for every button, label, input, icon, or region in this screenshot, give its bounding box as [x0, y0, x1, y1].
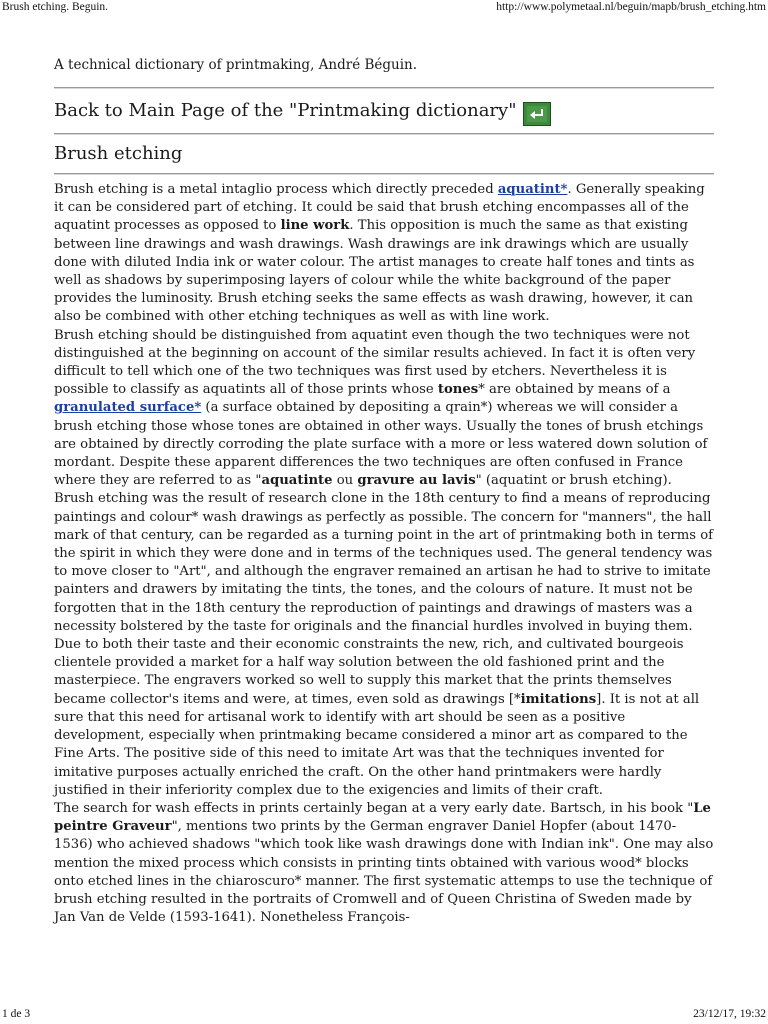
divider [54, 133, 714, 135]
aquatint-link[interactable]: aquatint* [497, 182, 568, 197]
print-datetime: 23/12/17, 19:32 [693, 1008, 766, 1020]
text-run: Brush etching is a metal intaglio process which directly preceded [54, 182, 498, 197]
bold-term: gravure au lavis [357, 473, 476, 489]
paragraph-2 [54, 327, 714, 491]
paragraph-4 [54, 800, 714, 927]
bold-term: aquatinte [261, 473, 333, 489]
text-run: . Generally speaking it can be considered part of etching. It could be said that brush etching encompasses all of the aquatint processes as opposed to [54, 182, 705, 234]
bold-term: tones [437, 382, 479, 398]
text-run: ]. It is not at all sure that this need for artisanal work to identify with art should be seen as a positive development, especially when printmaking became considered a minor art as compared to the Fine Arts. The positive side of this need to imitate Art was that the techniques invented for imitative purposes actually enriched the craft. On the other hand printmakers were hardly justified in their inferiority complex due to the exigencies and limits of their craft. [54, 691, 700, 798]
text-run: ", mentions two prints by the German engraver Daniel Hopfer (about 1470-1536) who achieved shadows "which took like wash drawings done with Indian ink". One may also mention the mixed process which consists in printing tints obtained with various wood* blocks onto etched lines in the chiaroscuro* manner. The first systematic attemps to use the technique of brush etching resulted in the portraits of Cromwell and of Queen Christina of Sweden made by Jan Van de Velde (1593-1641). Nonetheless François- [54, 819, 714, 926]
section-title: Brush etching [54, 143, 183, 164]
dictionary-subtitle: A technical dictionary of printmaking, André Béguin. [54, 57, 418, 73]
page-number: 1 de 3 [2, 1008, 31, 1020]
text-run: The search for wash effects in prints certainly began at a very early date. Bartsch, in his book " [54, 800, 694, 816]
text-run: " (aquatint or brush etching). [475, 473, 672, 489]
text-run: (a surface obtained by depositing a qrain*) whereas we will consider a brush etching those whose tones are obtained in other ways. Usually the tones of brush etchings are obtained by directly corroding the plate surface with a more or less watered down solution of mordant. Despite these apparent differences the two techniques are often confused in France where they are referred to as " [54, 400, 708, 489]
text-run: Brush etching should be distinguished from aquatint even though the two techniques were not distinguished at the beginning on account of the similar results achieved. In fact it is often very difficult to tell which one of the two techniques was first used by etchers. Nevertheless it is possible to classify as aquatints all of those prints whose [54, 327, 696, 398]
bold-term: imitations [520, 691, 597, 707]
paragraph-1 [54, 181, 714, 327]
document-content [54, 56, 714, 927]
text-run: ou [332, 473, 358, 489]
article-body [54, 181, 714, 927]
bold-term: Le peintre Graveur [54, 800, 711, 835]
bold-term: line work [280, 218, 350, 234]
granulated-surface-link[interactable]: granulated surface* [54, 400, 202, 416]
divider [54, 173, 714, 175]
back-link-row[interactable] [54, 89, 714, 133]
print-header [0, 0, 768, 16]
back-to-main-link[interactable]: Back to Main Page of the "Printmaking dictionary" [54, 100, 517, 121]
text-run: * are obtained by means of a [478, 382, 671, 398]
print-footer [0, 1006, 768, 1024]
text-run: Brush etching was the result of research clone in the 18th century to find a means of reproducing paintings and colour* wash drawings as perfectly as possible. The concern for "manners", the hall mark of that century, can be regarded as a turning point in the art of printmaking both in terms of the spirit in which they were done and in terms of the techniques used. The general tendency was to move closer to "Art", and although the engraver remained an artisan he had to strive to imitate painters and drawers by imitating the tints, the tones, and the colours of nature. It must not be forgotten that in the 18th century the reproduction of paintings and drawings of masters was a necessity bolstered by the taste for originals and the financial hurdles involved in buying them. Due to both their taste and their economic constraints the new, rich, and cultivated bourgeois clientele provided a market for a half way solution between the old fashioned print and the masterpiece. The engravers worked so well to supply this market that the prints themselves became collector's items and were, at times, even sold as drawings [* [54, 491, 714, 707]
paragraph-3 [54, 490, 714, 799]
page-title-header: Brush etching. Beguin. [2, 1, 109, 13]
back-arrow-icon[interactable] [523, 102, 551, 126]
page-url: http://www.polymetaal.nl/beguin/mapb/brush_etching.htm [496, 1, 766, 13]
text-run: . This opposition is much the same as that existing between line drawings and wash drawings. Wash drawings are ink drawings which are usually done with diluted India ink or water colour. The artist manages to create half tones and tints as well as shadows by superimposing layers of colour while the white background of the paper provides the luminosity. Brush etching seeks the same effects as wash drawing, however, it can also be combined with other etching techniques as well as with line work. [54, 218, 695, 325]
